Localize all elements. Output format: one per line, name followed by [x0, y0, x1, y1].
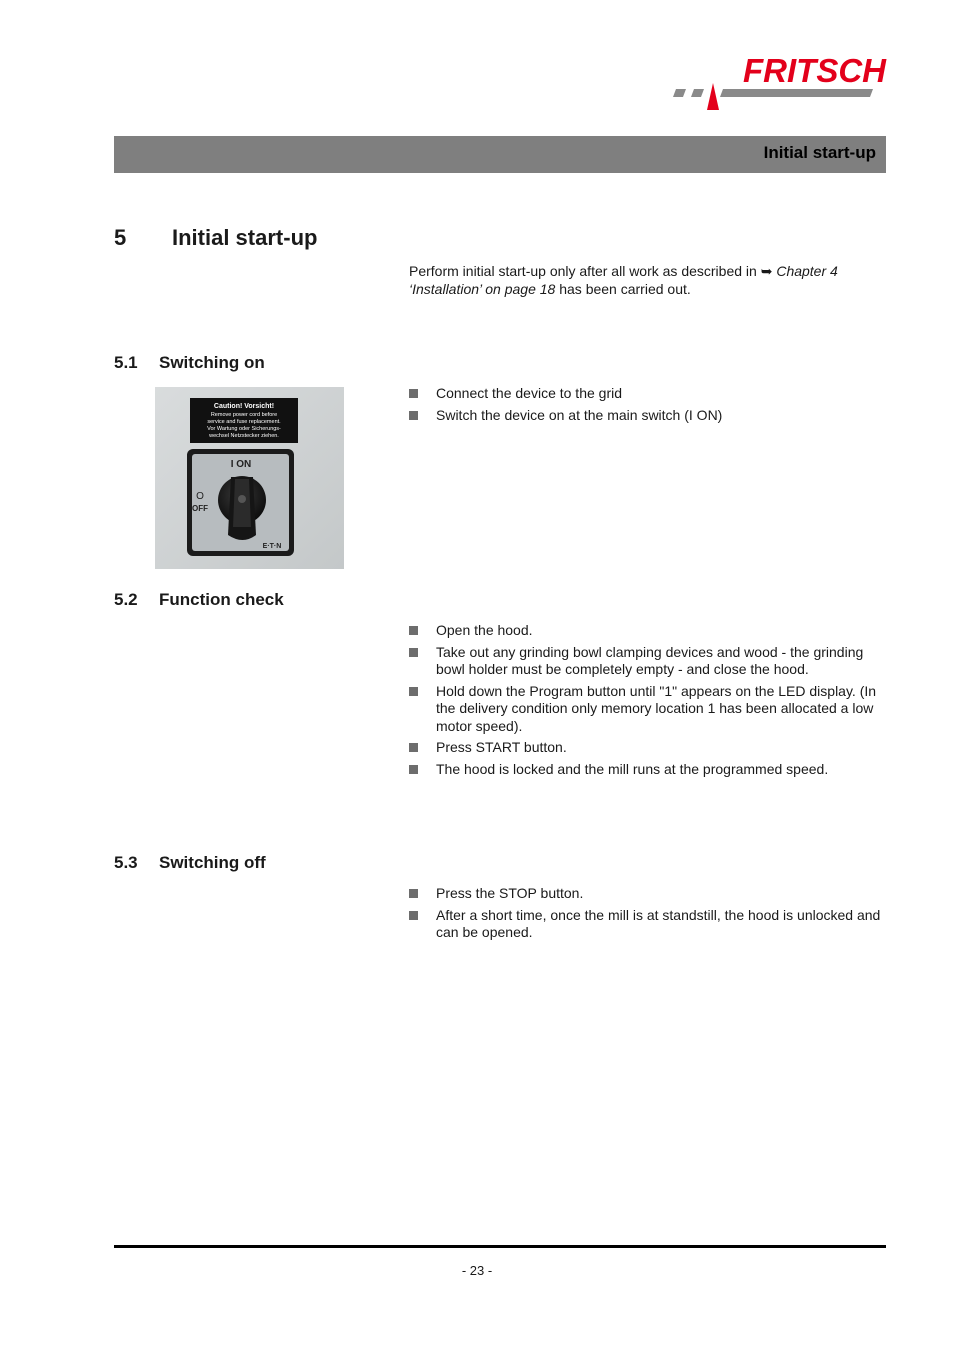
- main-switch-photo: [155, 387, 344, 569]
- footer-rule: [114, 1245, 886, 1248]
- list-item: The hood is locked and the mill runs at the programmed speed.: [409, 761, 887, 779]
- list-item: Press START button.: [409, 739, 887, 757]
- section-title-switching-off: Switching off: [159, 853, 266, 872]
- svg-text:I ON: I ON: [230, 459, 252, 470]
- list-item: Take out any grinding bowl clamping devices and wood - the grinding bowl holder must be completely empty - and close the hood.: [409, 644, 887, 679]
- section-title-switching-on: Switching on: [159, 353, 265, 372]
- svg-text:E·T·N: E·T·N: [262, 543, 282, 550]
- svg-text:Vor Wartung oder Sicherungs-: Vor Wartung oder Sicherungs-: [207, 426, 281, 432]
- function-check-steps: [409, 622, 887, 782]
- list-item: Press the STOP button.: [409, 885, 887, 903]
- header-title: Initial start-up: [763, 143, 876, 162]
- fritsch-logo: [668, 52, 890, 114]
- switching-on-steps: [409, 385, 887, 428]
- chapter-number: 5: [114, 225, 127, 250]
- list-item: Hold down the Program button until "1" appears on the LED display. (In the delivery condition only memory location 1 has been allocated a low motor speed).: [409, 683, 887, 736]
- svg-text:O: O: [196, 491, 204, 502]
- list-item: Switch the device on at the main switch (I ON): [409, 407, 887, 425]
- svg-text:service and fuse replacement.: service and fuse replacement.: [207, 419, 281, 425]
- list-item: Connect the device to the grid: [409, 385, 887, 403]
- section-number-5-3: 5.3: [114, 853, 138, 872]
- intro-suffix: has been carried out.: [555, 281, 691, 297]
- svg-text:OFF: OFF: [192, 504, 208, 513]
- list-item: After a short time, once the mill is at standstill, the hood is unlocked and can be opened.: [409, 907, 887, 942]
- svg-text:Caution! Vorsicht!: Caution! Vorsicht!: [213, 403, 275, 410]
- header-band: [114, 136, 886, 173]
- svg-text:wechsel Netzstecker ziehen.: wechsel Netzstecker ziehen.: [209, 433, 279, 439]
- svg-text:Remove power cord before: Remove power cord before: [210, 412, 278, 418]
- switching-off-steps: [409, 885, 887, 946]
- chapter-intro: [409, 262, 879, 298]
- arrow-reference-icon: ➥: [760, 263, 773, 279]
- page-number: - 23 -: [461, 1263, 493, 1278]
- section-number-5-2: 5.2: [114, 590, 138, 609]
- section-title-function-check: Function check: [159, 590, 284, 609]
- list-item: Open the hood.: [409, 622, 887, 640]
- section-number-5-1: 5.1: [114, 353, 138, 372]
- logo-text: FRITSCH: [743, 52, 886, 89]
- intro-prefix: Perform initial start-up only after all work as described in: [409, 263, 761, 279]
- chapter-reference-link[interactable]: Chapter 4 ‘Installation’ on page 18: [409, 263, 838, 297]
- chapter-title: Initial start-up: [172, 225, 318, 250]
